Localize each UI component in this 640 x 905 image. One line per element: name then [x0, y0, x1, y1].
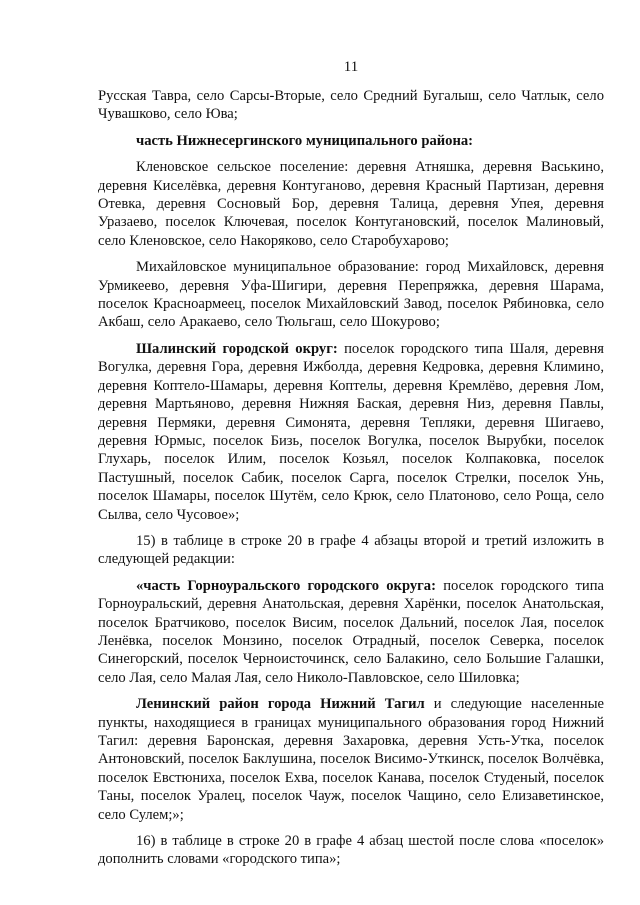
paragraph-text: 15) в таблице в строке 20 в графе 4 абзацы второй и третий изложить в следующей редакции:	[98, 532, 604, 568]
paragraph-shalinsky	[98, 340, 604, 524]
paragraph-text: поселок городского типа Горноуральский, деревня Анатольская, деревня Харёнки, поселок Анатольская, поселок Братчиково, поселок Висим, поселок Дальний, поселок Лая, поселок Ленёвка, поселок Монзино, поселок Отрадный, поселок Северка, поселок Синегорский, поселок Черноисточинск, село Балакино, село Большие Галашки, село Лая, село Малая Лая, село Николо-Павловское, село Шиловка;	[98, 577, 604, 686]
paragraph-heading-nizhnesergi	[98, 132, 604, 150]
paragraph-item-16	[98, 832, 604, 869]
paragraph-text: Кленовское сельское поселение: деревня Атняшка, деревня Васькино, деревня Киселёвка, деревня Контуганово, деревня Красный Партизан, деревня Отевка, деревня Сосновый Бор, деревня Талица, деревня Упея, деревня Уразаево, поселок Ключевая, поселок Контугановский, поселок Малиновый, село Кленовское, село Накоряково, село Старобухарово;	[98, 159, 604, 249]
paragraph-item-15	[98, 532, 604, 569]
heading-gornouralsky: «часть Горноуральского городского округа:	[136, 577, 436, 594]
page-number: 11	[343, 59, 359, 75]
paragraph-text: Михайловское муниципальное образование: город Михайловск, деревня Урмикеево, деревня Уфа-Шигири, деревня Перепряжка, деревня Шарама, поселок Красноармеец, поселок Михайловский Завод, поселок Рябиновка, село Акбаш, село Аракаево, село Тюльгаш, село Шокурово;	[98, 259, 604, 331]
paragraph-text: поселок городского типа Шаля, деревня Вогулка, деревня Гора, деревня Ижболда, деревня Кедровка, деревня Климино, деревня Коптело-Шамары, деревня Коптелы, деревня Кремлёво, деревня Лом, деревня Мартьяново, деревня Нижняя Баская, деревня Низ, деревня Павлы, деревня Пермяки, деревня Симонята, деревня Тепляки, деревня Шигаево, деревня Юрмыс, поселок Бизь, поселок Вогулка, поселок Вырубки, поселок Глухарь, поселок Илим, поселок Козьял, поселок Колпаковка, поселок Пастушный, поселок Сабик, поселок Сарга, поселок Стрелки, поселок Унь, поселок Шамары, поселок Шутём, село Крюк, село Платоново, село Роща, село Сылва, село Чусовое»;	[98, 340, 604, 523]
paragraph-text: 16) в таблице в строке 20 в графе 4 абзац шестой после слова «поселок» дополнить словами «городского типа»;	[98, 833, 604, 868]
paragraph-leninsky	[98, 695, 604, 824]
paragraph-text: Русская Тавра, село Сарсы-Вторые, село Средний Бугалыш, село Чатлык, село Чувашково, село Юва;	[98, 88, 604, 123]
heading-nizhnesergi: часть Нижнесергинского муниципального района:	[136, 132, 474, 149]
paragraph-gornouralsky	[98, 577, 604, 687]
document-page	[98, 58, 604, 869]
paragraph-text: и следующие населенные пункты, находящиеся в границах муниципального образования город Нижний Тагил: деревня Баронская, деревня Захаровка, деревня Усть-Утка, поселок Антоновский, поселок Баклушина, поселок Висимо-Уткинск, поселок Волчёвка, поселок Евстюниха, поселок Ехва, поселок Канава, поселок Студеный, поселок Таны, поселок Уралец, поселок Чауж, поселок Чащино, село Елизаветинское, село Сулем;»;	[98, 696, 604, 823]
heading-shalinsky: Шалинский городской округ:	[136, 340, 338, 357]
paragraph-continuation	[98, 87, 604, 124]
paragraph-klenovskoe	[98, 158, 604, 250]
heading-leninsky: Ленинский район города Нижний Тагил	[136, 696, 425, 713]
paragraph-mikhailovskoe	[98, 258, 604, 332]
